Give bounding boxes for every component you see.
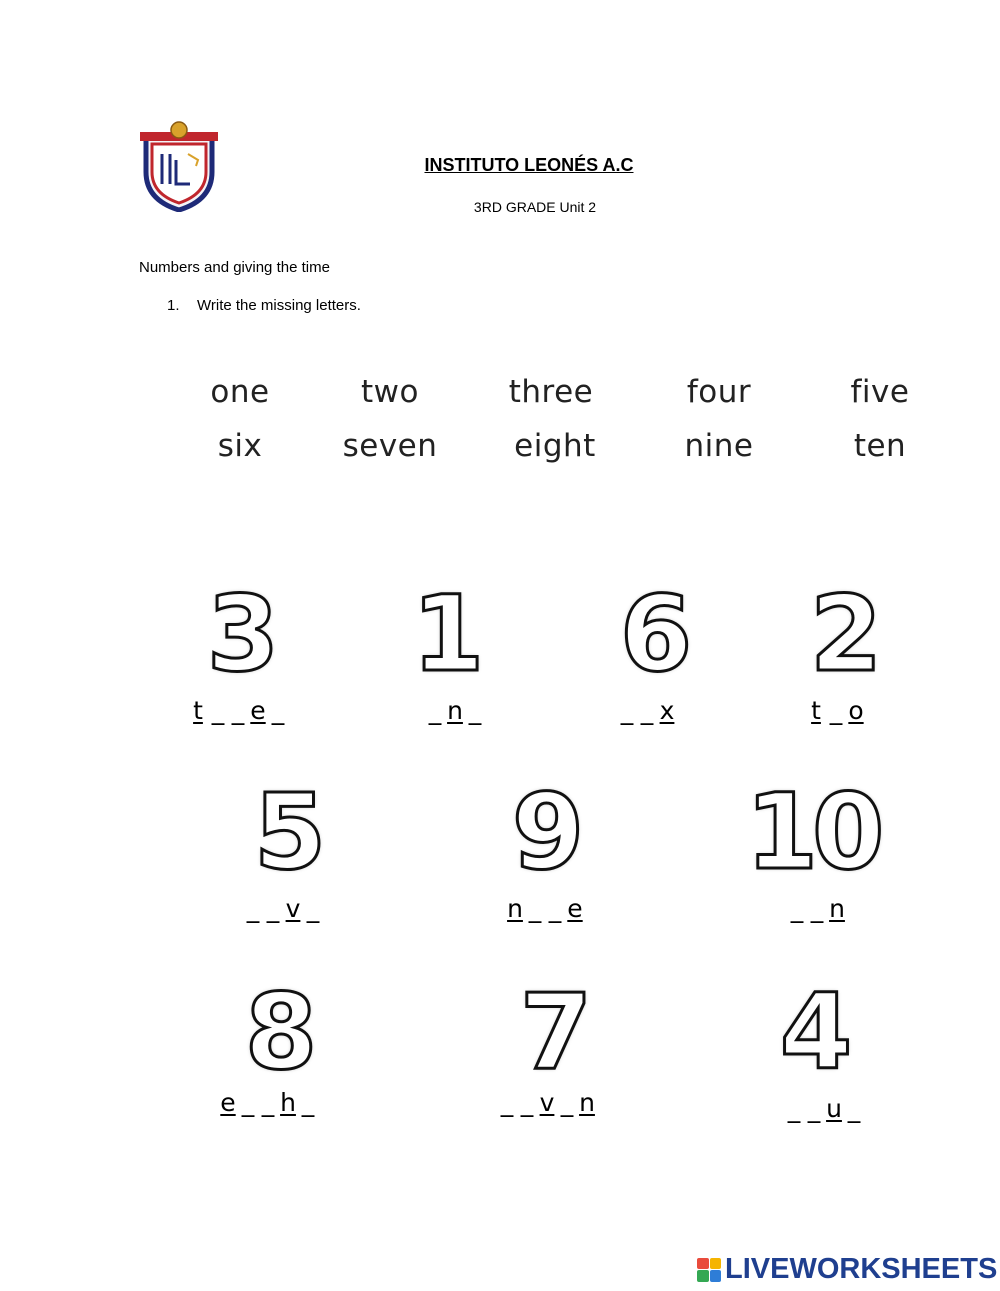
given-letter: t [193, 696, 203, 725]
missing-letters-answer[interactable] [507, 896, 583, 921]
missing-letters-answer[interactable] [619, 698, 675, 723]
blank-slot[interactable]: _ [301, 1088, 315, 1117]
blank-slot[interactable]: _ [640, 696, 654, 725]
blank-slot[interactable]: _ [810, 894, 824, 923]
number-digit: 3 [206, 573, 274, 695]
worksheet-topic: Numbers and giving the time [139, 259, 330, 276]
instruction-text: Write the missing letters. [197, 297, 361, 314]
brand-name: LIVEWORKSHEETS [725, 1253, 998, 1285]
given-letter: h [280, 1088, 296, 1117]
blank-slot[interactable]: _ [261, 1088, 275, 1117]
given-letter: u [826, 1094, 842, 1123]
number-digit: 1 [411, 573, 479, 695]
word-bank-item: six [217, 428, 263, 464]
missing-letters-answer[interactable] [190, 698, 286, 723]
number-digit: 9 [511, 771, 579, 893]
missing-letters-answer[interactable] [499, 1090, 595, 1115]
blank-slot[interactable]: _ [271, 696, 285, 725]
blank-slot[interactable]: _ [787, 1094, 801, 1123]
number-digit: 8 [244, 971, 312, 1093]
school-title: INSTITUTO LEONÉS A.C [424, 155, 634, 175]
blank-slot[interactable]: _ [231, 696, 245, 725]
blank-slot[interactable]: _ [500, 1088, 514, 1117]
word-bank-item: ten [853, 428, 907, 464]
word-bank-item: five [850, 374, 910, 410]
word-bank-item: eight [514, 428, 596, 464]
given-letter: e [250, 696, 266, 725]
given-letter: x [659, 696, 675, 725]
grade-unit-label: 3RD GRADE Unit 2 [473, 199, 597, 215]
missing-letters-answer[interactable] [786, 1096, 862, 1121]
missing-letters-answer[interactable] [220, 1090, 316, 1115]
given-letter: n [579, 1088, 595, 1117]
missing-letters-answer[interactable] [427, 698, 483, 723]
liveworksheets-logo-icon [697, 1258, 721, 1282]
liveworksheets-brand [697, 1253, 997, 1286]
given-letter: v [539, 1088, 555, 1117]
blank-slot[interactable]: _ [428, 696, 442, 725]
blank-slot[interactable]: _ [241, 1088, 255, 1117]
instruction-1 [167, 297, 361, 314]
instruction-number: 1. [167, 297, 180, 314]
given-letter: n [829, 894, 845, 923]
given-letter: o [848, 696, 864, 725]
blank-slot[interactable]: _ [620, 696, 634, 725]
blank-slot[interactable]: _ [468, 696, 482, 725]
word-bank-item: three [508, 374, 594, 410]
number-digit: 6 [619, 573, 687, 695]
given-letter: e [220, 1088, 236, 1117]
number-digit: 7 [519, 971, 587, 1093]
number-digit: 2 [809, 573, 877, 695]
blank-slot[interactable]: _ [807, 1094, 821, 1123]
word-bank-item: four [686, 374, 752, 410]
number-digit: 10 [745, 771, 879, 893]
blank-slot[interactable]: _ [266, 894, 280, 923]
number-digit: 4 [779, 971, 847, 1093]
blank-slot[interactable]: _ [306, 894, 320, 923]
blank-slot[interactable]: _ [548, 894, 562, 923]
word-bank-item: two [361, 374, 419, 410]
blank-slot[interactable]: _ [847, 1094, 861, 1123]
blank-slot[interactable]: _ [560, 1088, 574, 1117]
given-letter: e [567, 894, 583, 923]
missing-letters-answer[interactable] [808, 698, 864, 723]
missing-letters-answer[interactable] [789, 896, 845, 921]
given-letter: n [507, 894, 523, 923]
word-bank-item: nine [684, 428, 754, 464]
missing-letters-answer[interactable] [245, 896, 321, 921]
blank-slot[interactable]: _ [528, 894, 542, 923]
given-letter: v [285, 894, 301, 923]
blank-slot[interactable]: _ [790, 894, 804, 923]
number-digit: 5 [253, 771, 321, 893]
given-letter: t [811, 696, 821, 725]
word-bank-item: one [210, 374, 270, 410]
blank-slot[interactable]: _ [211, 696, 225, 725]
blank-slot[interactable]: _ [246, 894, 260, 923]
word-bank-item: seven [342, 428, 438, 464]
given-letter: n [447, 696, 463, 725]
blank-slot[interactable]: _ [829, 696, 843, 725]
blank-slot[interactable]: _ [520, 1088, 534, 1117]
